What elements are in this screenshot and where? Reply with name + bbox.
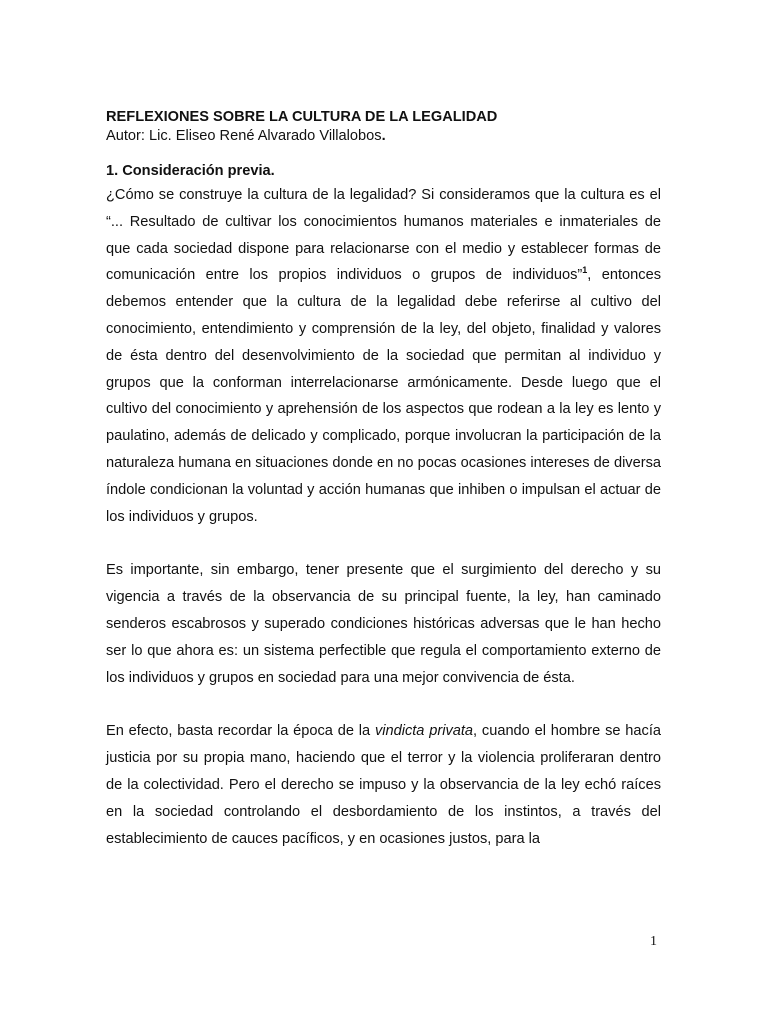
paragraph-3-text-a: En efecto, basta recordar la época de la xyxy=(106,723,375,740)
document-body xyxy=(106,108,661,852)
latin-term: vindicta privata xyxy=(374,723,474,740)
footnote-reference[interactable]: 1 xyxy=(582,265,588,276)
author-text: Autor: Lic. Eliseo René Alvarado Villalobos xyxy=(106,128,382,144)
paragraph-1-text-a: ¿Cómo se construye la cultura de la legalidad? Si consideramos que la cultura es el “... Resultado de cultivar los conocimientos humanos materiales e inmateriales de que cada sociedad dispone para relacionarse con el medio y establecer formas de comunicación entre los propios individuos o grupos de individuos” xyxy=(106,187,661,284)
author-period: . xyxy=(381,128,386,144)
paragraph-2: Es importante, sin embargo, tener presente que el surgimiento del derecho y su vigencia a través de la observancia de su principal fuente, la ley, han caminado senderos escabrosos y superado condiciones históricas adversas que le han hecho ser lo que ahora es: un sistema perfectible que regula el comportamiento externo de los individuos y grupos en sociedad para una mejor convivencia de ésta. xyxy=(106,562,661,686)
section-heading: 1. Consideración previa. xyxy=(106,163,275,179)
paragraph-1-text-b: , entonces debemos entender que la cultura de la legalidad debe referirse al cultivo del conocimiento, entendimiento y comprensión de la ley, del objeto, finalidad y valores de ésta dentro del desenvolvimiento de la sociedad que permitan al individuo y grupos que la conforman interrelacionarse armónicamente. Desde luego que el cultivo del conocimiento y aprehensión de los aspectos que rodean a la ley es lento y paulatino, además de delicado y complicado, porque involucran la participación de la naturaleza humana en situaciones donde en no pocas ocasiones intereses de diversa índole condicionan la voluntad y acción humanas que inhiben o impulsan el actuar de los individuos y grupos. xyxy=(106,267,661,525)
page-number: 1 xyxy=(650,934,657,949)
document-title: REFLEXIONES SOBRE LA CULTURA DE LA LEGALIDAD xyxy=(106,109,498,125)
paragraph-3 xyxy=(106,718,661,852)
author-line xyxy=(106,127,661,146)
paragraph-3-text-b: , cuando el hombre se hacía justicia por su propia mano, haciendo que el terror y la violencia proliferaran dentro de la colectividad. Pero el derecho se impuso y la observancia de la ley echó raíces en la sociedad controlando el desbordamiento de los instintos, a través del establecimiento de cauces pacíficos, y en ocasiones justos, para la xyxy=(106,723,662,847)
paragraph-1 xyxy=(106,182,661,530)
